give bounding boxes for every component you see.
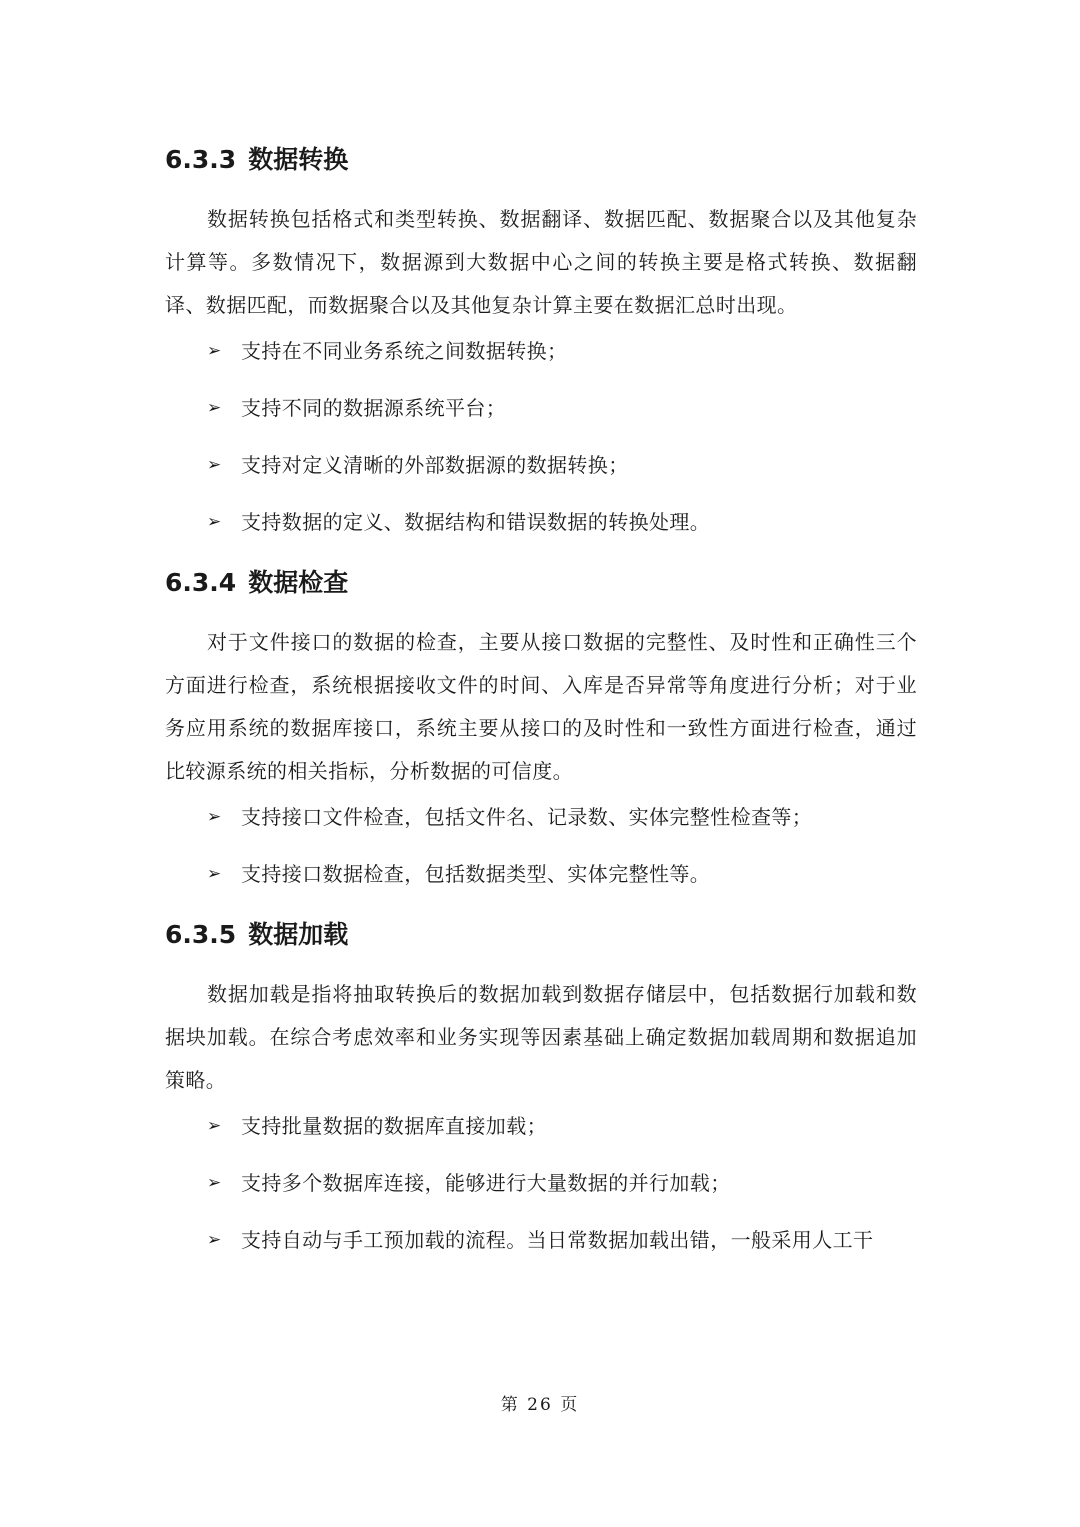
bullet-list xyxy=(165,803,917,888)
section-title: 数据转换 xyxy=(248,145,349,174)
section-paragraph: 数据加载是指将抽取转换后的数据加载到数据存储层中，包括数据行加载和数据块加载。在综合考虑效率和业务实现等因素基础上确定数据加载周期和数据追加策略。 xyxy=(165,982,917,1092)
bullet-item xyxy=(165,508,917,536)
bullet-text: 支持多个数据库连接，能够进行大量数据的并行加载； xyxy=(241,1171,731,1195)
arrow-bullet-icon: ➢ xyxy=(207,455,222,475)
bullet-item xyxy=(165,337,917,365)
arrow-bullet-icon: ➢ xyxy=(207,398,222,418)
section-paragraph: 数据转换包括格式和类型转换、数据翻译、数据匹配、数据聚合以及其他复杂计算等。多数情况下，数据源到大数据中心之间的转换主要是格式转换、数据翻译、数据匹配，而数据聚合以及其他复杂计算主要在数据汇总时出现。 xyxy=(165,207,917,317)
page-footer xyxy=(0,1393,1080,1417)
section-title: 数据加载 xyxy=(248,920,349,949)
section-paragraph: 对于文件接口的数据的检查，主要从接口数据的完整性、及时性和正确性三个方面进行检查，系统根据接收文件的时间、入库是否异常等角度进行分析；对于业务应用系统的数据库接口，系统主要从接口的及时性和一致性方面进行检查，通过比较源系统的相关指标，分析数据的可信度。 xyxy=(165,630,917,783)
section-heading xyxy=(165,917,917,953)
bullet-item xyxy=(165,451,917,479)
bullet-text: 支持自动与手工预加载的流程。当日常数据加载出错，一般采用人工干 xyxy=(241,1228,874,1252)
page-number: 第 26 页 xyxy=(500,1395,580,1415)
section-heading xyxy=(165,565,917,601)
arrow-bullet-icon: ➢ xyxy=(207,1230,222,1250)
section-data-conversion xyxy=(165,142,917,536)
bullet-item xyxy=(165,1226,917,1254)
bullet-text: 支持数据的定义、数据结构和错误数据的转换处理。 xyxy=(241,510,711,534)
arrow-bullet-icon: ➢ xyxy=(207,864,222,884)
arrow-bullet-icon: ➢ xyxy=(207,1116,222,1136)
bullet-text: 支持接口文件检查，包括文件名、记录数、实体完整性检查等； xyxy=(241,805,813,829)
bullet-item xyxy=(165,1169,917,1197)
section-heading xyxy=(165,142,917,178)
arrow-bullet-icon: ➢ xyxy=(207,807,222,827)
arrow-bullet-icon: ➢ xyxy=(207,512,222,532)
bullet-item xyxy=(165,803,917,831)
section-number: 6.3.3 xyxy=(165,145,237,174)
bullet-text: 支持不同的数据源系统平台； xyxy=(241,396,507,420)
bullet-list xyxy=(165,1112,917,1254)
bullet-item xyxy=(165,860,917,888)
arrow-bullet-icon: ➢ xyxy=(207,341,222,361)
section-number: 6.3.5 xyxy=(165,920,237,949)
bullet-item xyxy=(165,1112,917,1140)
section-title: 数据检查 xyxy=(248,568,349,597)
page-content xyxy=(165,142,917,1283)
arrow-bullet-icon: ➢ xyxy=(207,1173,222,1193)
bullet-item xyxy=(165,394,917,422)
bullet-text: 支持在不同业务系统之间数据转换； xyxy=(241,339,568,363)
bullet-text: 支持对定义清晰的外部数据源的数据转换； xyxy=(241,453,629,477)
section-number: 6.3.4 xyxy=(165,568,237,597)
section-data-check xyxy=(165,565,917,888)
bullet-text: 支持批量数据的数据库直接加载； xyxy=(241,1114,547,1138)
bullet-text: 支持接口数据检查，包括数据类型、实体完整性等。 xyxy=(241,862,711,886)
bullet-list xyxy=(165,337,917,536)
section-data-loading xyxy=(165,917,917,1254)
